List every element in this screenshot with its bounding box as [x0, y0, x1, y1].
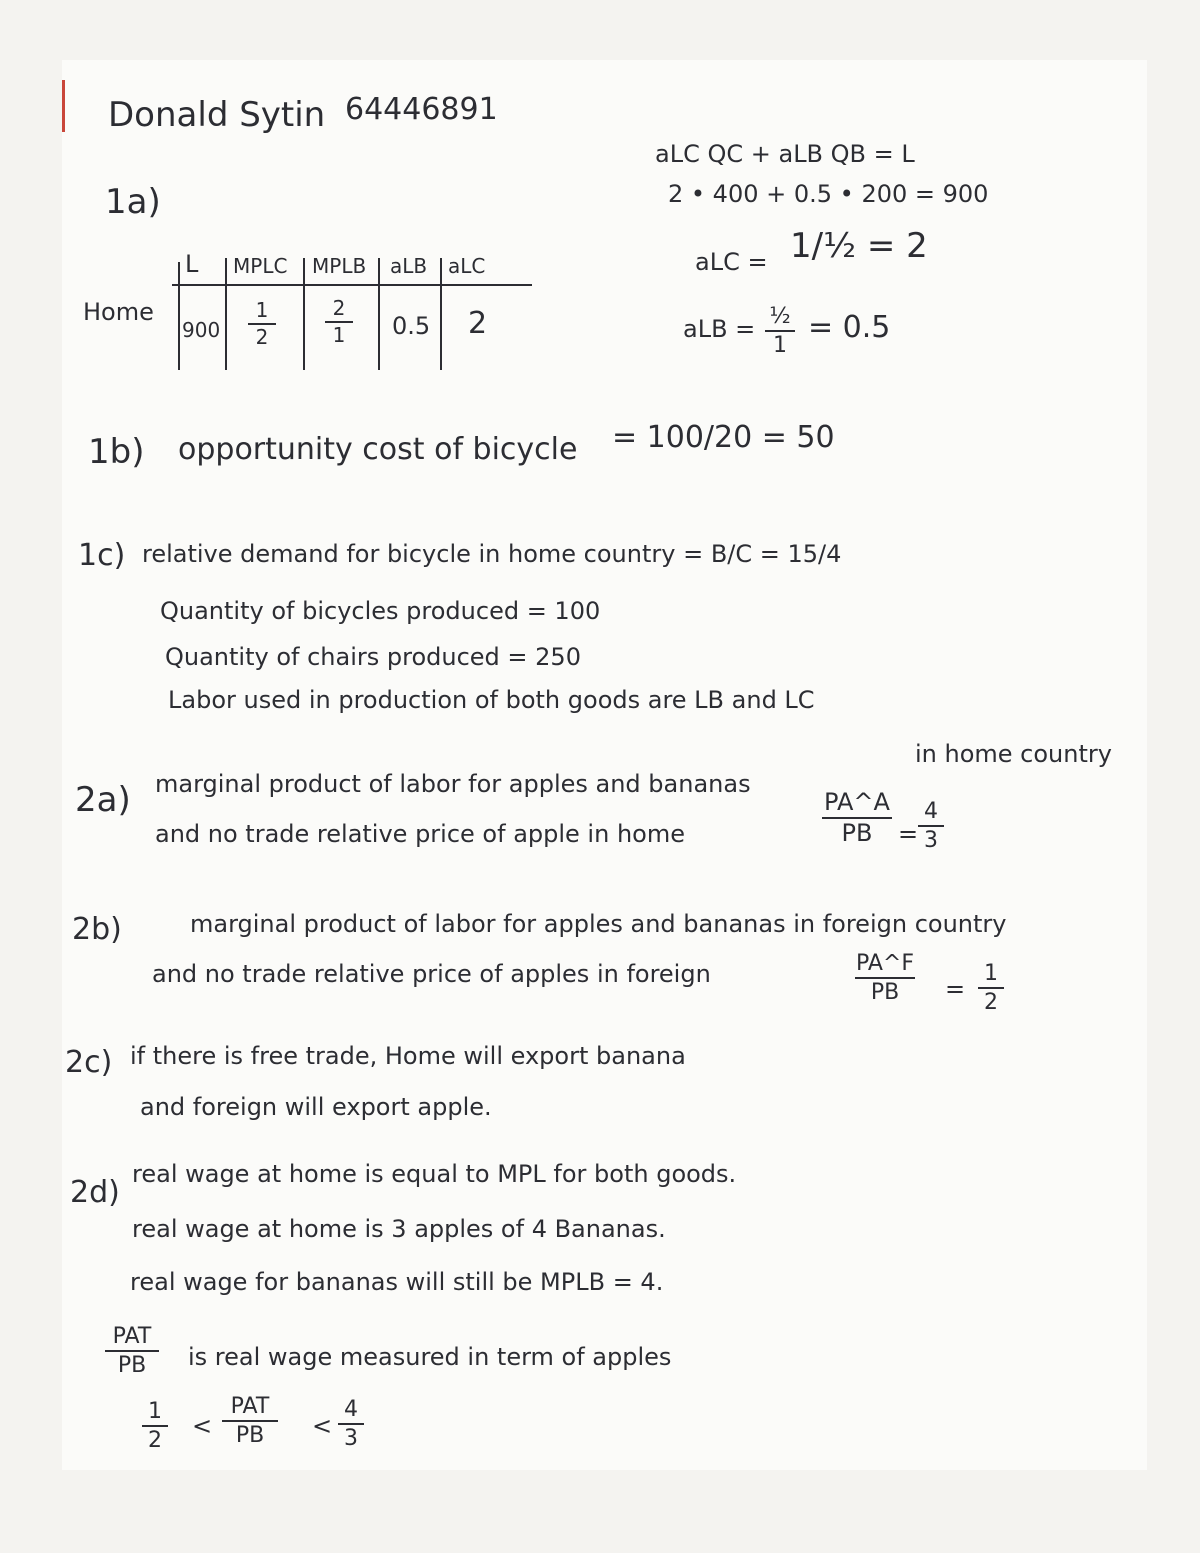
q1a-alc-rhs: 1/½ = 2: [790, 226, 928, 266]
alb-numerator: ½: [769, 304, 791, 329]
q2a-price-fraction: [822, 790, 892, 846]
q2c-label: 2c): [65, 1045, 113, 1080]
table-header-alb: aLB: [390, 254, 428, 278]
table-cell-alb: 0.5: [392, 312, 431, 340]
fraction-bar: [338, 1423, 364, 1425]
q1a-alc-lhs: aLC =: [695, 248, 768, 276]
q2d-label: 2d): [70, 1175, 120, 1210]
q1a-alb-rhs: = 0.5: [808, 310, 891, 345]
q2d-ineq-left-numerator: 1: [148, 1399, 162, 1424]
q2b-equals: =: [945, 975, 966, 1003]
q2a-value-numerator: 4: [924, 799, 938, 824]
table-header-mplc: MPLC: [233, 254, 288, 278]
q2a-label: 2a): [75, 780, 131, 820]
q2b-price-denominator: PB: [870, 980, 900, 1006]
table-header-alc: aLC: [448, 254, 486, 278]
mplb-numerator: 2: [332, 296, 346, 320]
table-divider: [178, 262, 180, 370]
alb-denominator: 1: [773, 333, 787, 359]
q2b-value-numerator: 1: [984, 961, 998, 986]
margin-line: [62, 80, 65, 132]
q1a-alb-lhs: aLB =: [683, 315, 756, 343]
q2b-label: 2b): [72, 912, 122, 947]
q1a-alb-fraction: [765, 305, 795, 357]
q2c-line-2: and foreign will export apple.: [140, 1093, 492, 1121]
fraction-bar: [765, 330, 795, 332]
q1b-value: = 100/20 = 50: [612, 420, 835, 455]
q1b-label: 1b): [88, 432, 145, 472]
fraction-bar: [105, 1350, 159, 1352]
q1c-line-4: Labor used in production of both goods are LB and LC: [168, 686, 815, 714]
q2b-line-1: marginal product of labor for apples and bananas in foreign country: [190, 910, 1007, 938]
q2d-frac2-denominator: PB: [235, 1423, 265, 1449]
table-divider: [303, 258, 305, 370]
table-row-label: Home: [83, 298, 154, 326]
q2d-line-4: is real wage measured in term of apples: [188, 1343, 672, 1371]
table-divider: [440, 258, 442, 370]
q2a-equals: =: [898, 820, 919, 848]
q2c-line-1: if there is free trade, Home will export banana: [130, 1042, 686, 1070]
table-cell-mplb: [325, 298, 353, 346]
q1a-equation-1: aLC QC + aLB QB = L: [655, 140, 915, 168]
q2d-less-than-2: <: [312, 1412, 333, 1440]
student-name: Donald Sytin: [108, 95, 326, 135]
q2a-line-2: and no trade relative price of apple in home: [155, 820, 685, 848]
q2d-ineq-left-denominator: 2: [148, 1428, 162, 1454]
table-cell-mplc: [248, 300, 276, 348]
q2a-line-1-end: in home country: [915, 740, 1112, 768]
q2d-line-2: real wage at home is 3 apples of 4 Bananas.: [132, 1215, 666, 1243]
q2b-price-numerator: PA^F: [856, 951, 914, 976]
mplb-denominator: 1: [332, 323, 346, 347]
q1a-label: 1a): [105, 182, 161, 222]
fraction-bar: [222, 1420, 278, 1422]
q2d-frac1-denominator: PB: [117, 1353, 147, 1379]
q2d-frac1-numerator: PAT: [112, 1324, 152, 1349]
q2a-value-denominator: 3: [924, 828, 938, 854]
mplc-denominator: 2: [255, 325, 269, 349]
table-cell-alc: 2: [468, 306, 488, 341]
q2d-ineq-right-denominator: 3: [344, 1426, 358, 1452]
table-divider: [225, 258, 227, 370]
fraction-bar: [142, 1425, 168, 1427]
q1c-line-3: Quantity of chairs produced = 250: [165, 643, 581, 671]
q2d-line-1: real wage at home is equal to MPL for both goods.: [132, 1160, 737, 1188]
mplc-numerator: 1: [255, 298, 269, 322]
q1a-equation-2: 2 • 400 + 0.5 • 200 = 900: [668, 180, 989, 208]
q2d-ineq-left: [142, 1400, 168, 1452]
q2a-value-fraction: [918, 800, 944, 852]
q2d-ineq-middle: [222, 1395, 278, 1447]
q2b-line-2: and no trade relative price of apples in foreign: [152, 960, 711, 988]
fraction-bar: [978, 987, 1004, 989]
student-id: 64446891: [345, 92, 498, 127]
q2b-price-fraction: [855, 952, 915, 1004]
q2a-line-1: marginal product of labor for apples and bananas: [155, 770, 751, 798]
q2a-price-numerator: PA^A: [824, 788, 890, 816]
q1c-line-2: Quantity of bicycles produced = 100: [160, 597, 601, 625]
q1c-label: 1c): [78, 538, 126, 573]
q2b-value-denominator: 2: [984, 990, 998, 1016]
q1c-line-1: relative demand for bicycle in home country = B/C = 15/4: [142, 540, 842, 568]
table-cell-l: 900: [182, 318, 221, 342]
q2a-price-denominator: PB: [841, 819, 873, 848]
q2d-less-than-1: <: [192, 1412, 213, 1440]
q2d-ineq-right: [338, 1398, 364, 1450]
table-header-l: L: [185, 250, 199, 278]
q2b-value-fraction: [978, 962, 1004, 1014]
q1b-text: opportunity cost of bicycle: [178, 432, 578, 467]
q2d-frac2-numerator: PAT: [230, 1394, 270, 1419]
q2d-ineq-right-numerator: 4: [344, 1397, 358, 1422]
q2d-line-3: real wage for bananas will still be MPLB = 4.: [130, 1268, 664, 1296]
table-divider: [378, 258, 380, 370]
table-header-mplb: MPLB: [312, 254, 367, 278]
fraction-bar: [918, 825, 944, 827]
fraction-bar: [855, 977, 915, 979]
q2d-real-wage-fraction: [105, 1325, 159, 1377]
